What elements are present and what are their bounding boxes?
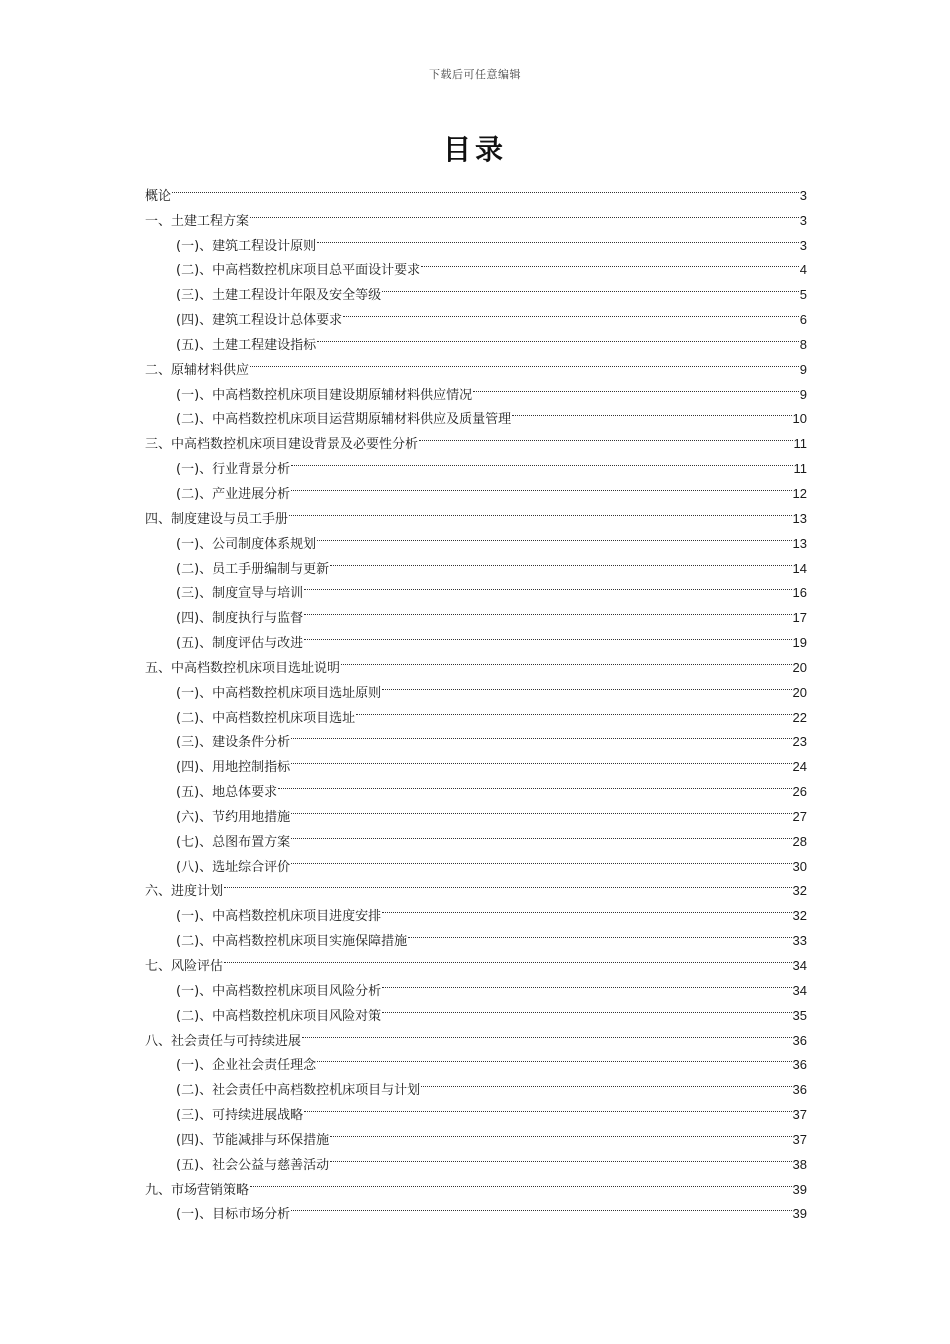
toc-dot-leader <box>291 722 791 747</box>
toc-dot-leader <box>224 945 792 970</box>
toc-entry-text: (四)、建筑工程设计总体要求 <box>176 313 343 329</box>
toc-dot-leader <box>172 175 799 200</box>
toc-entry-text: (三)、制度宣导与培训 <box>176 586 304 602</box>
toc-page-number: 36 <box>792 1032 807 1048</box>
toc-page-number: 19 <box>792 635 807 651</box>
toc-dot-leader <box>419 423 792 448</box>
toc-page-number: 37 <box>792 1107 807 1123</box>
toc-dot-leader <box>408 920 791 945</box>
toc-entry-text: (二)、员工手册编制与更新 <box>176 561 330 577</box>
toc-dot-leader <box>382 895 791 920</box>
page-header: 下载后可任意编辑 <box>429 68 521 81</box>
toc-dot-leader <box>291 473 791 498</box>
toc-page-number: 39 <box>792 1206 807 1222</box>
toc-page-number: 38 <box>792 1156 807 1172</box>
toc-entry-text: (一)、建筑工程设计原则 <box>176 238 317 254</box>
toc-dot-leader <box>382 995 791 1020</box>
toc-entry-text: (一)、中高档数控机床项目进度安排 <box>176 909 382 925</box>
toc-entry-text: (二)、中高档数控机床项目运营期原辅材料供应及质量管理 <box>176 412 512 428</box>
toc-dot-leader <box>250 1169 792 1194</box>
toc-entry-text: (一)、目标市场分析 <box>176 1207 291 1223</box>
toc-entry-text: 九、市场营销策略 <box>145 1182 250 1198</box>
toc-dot-leader <box>304 573 791 598</box>
toc-dot-leader <box>382 970 791 995</box>
toc-entry-text: (一)、中高档数控机床项目建设期原辅材料供应情况 <box>176 387 473 403</box>
toc-page-number: 32 <box>792 908 807 924</box>
toc-entry[interactable] <box>145 970 807 999</box>
toc-entry[interactable] <box>145 175 807 204</box>
toc-dot-leader <box>250 349 799 374</box>
toc-page-number: 12 <box>792 485 807 501</box>
toc-page-number: 16 <box>792 585 807 601</box>
toc-dot-leader <box>250 200 799 225</box>
toc-entry-text: (六)、节约用地措施 <box>176 809 291 825</box>
toc-page-number: 11 <box>793 436 807 452</box>
toc-dot-leader <box>224 871 792 896</box>
toc-page-number: 24 <box>792 759 807 775</box>
toc-dot-leader <box>291 821 791 846</box>
toc-entry-text: (三)、土建工程设计年限及安全等级 <box>176 288 382 304</box>
toc-page-number: 11 <box>793 461 807 477</box>
toc-page-number: 22 <box>792 709 807 725</box>
toc-dot-leader <box>289 498 792 523</box>
toc-page-number: 4 <box>799 262 807 278</box>
toc-page-number: 34 <box>792 958 807 973</box>
toc-dot-leader <box>343 299 799 324</box>
toc-page-number: 13 <box>792 535 807 551</box>
toc-dot-leader <box>317 225 799 250</box>
toc-entry-text: 概论 <box>145 188 172 204</box>
toc-entry-text: (二)、中高档数控机床项目选址 <box>176 710 356 726</box>
toc-dot-leader <box>421 250 799 275</box>
toc-dot-leader <box>291 448 792 473</box>
toc-entry-text: (一)、中高档数控机床项目风险分析 <box>176 983 382 999</box>
toc-entry-text: (一)、中高档数控机床项目选址原则 <box>176 685 382 701</box>
toc-entry-text: 七、风险评估 <box>145 959 224 974</box>
toc-page-number: 9 <box>799 361 807 377</box>
toc-entry-text: (五)、地总体要求 <box>176 785 278 801</box>
toc-dot-leader <box>291 746 791 771</box>
toc-page-number: 33 <box>792 933 807 949</box>
toc-page-number: 26 <box>792 784 807 800</box>
toc-dot-leader <box>330 1144 791 1169</box>
toc-page-number: 6 <box>799 312 807 328</box>
toc-page-number: 32 <box>792 883 807 899</box>
toc-dot-leader <box>473 374 799 399</box>
toc-dot-leader <box>317 523 791 548</box>
toc-entry-text: (四)、用地控制指标 <box>176 760 291 776</box>
toc-entry-text: (四)、节能减排与环保措施 <box>176 1132 330 1148</box>
toc-dot-leader <box>382 672 791 697</box>
toc-entry-text: (二)、中高档数控机床项目风险对策 <box>176 1008 382 1024</box>
toc-entry-text: (三)、建设条件分析 <box>176 735 291 751</box>
toc-dot-leader <box>278 771 791 796</box>
toc-dot-leader <box>291 796 791 821</box>
toc-page-number: 20 <box>792 684 807 700</box>
toc-dot-leader <box>304 597 791 622</box>
toc-entry-text: (二)、产业进展分析 <box>176 486 291 502</box>
toc-page-number: 35 <box>792 1007 807 1023</box>
toc-entry-text: (二)、中高档数控机床项目实施保障措施 <box>176 934 408 950</box>
toc-entry-text: (一)、行业背景分析 <box>176 462 291 478</box>
toc-entry-text: (四)、制度执行与监督 <box>176 611 304 627</box>
toc-entry-text: (五)、土建工程建设指标 <box>176 337 317 353</box>
toc-page-number: 36 <box>792 1082 807 1098</box>
toc-dot-leader <box>304 1094 791 1119</box>
toc-page-number: 30 <box>792 858 807 874</box>
toc-dot-leader <box>302 1020 792 1045</box>
toc-entry-text: 二、原辅材料供应 <box>145 362 250 378</box>
toc-entry[interactable] <box>145 871 807 900</box>
toc-entry[interactable] <box>145 895 807 925</box>
toc-page-number: 9 <box>799 386 807 402</box>
toc-entry-text: 八、社会责任与可持续进展 <box>145 1033 302 1049</box>
toc-page-number: 23 <box>792 734 807 750</box>
toc-entry-text: (三)、可持续进展战略 <box>176 1108 304 1124</box>
toc-entry-text: 一、土建工程方案 <box>145 213 250 229</box>
toc-entry-text: 三、中高档数控机床项目建设背景及必要性分析 <box>145 437 419 453</box>
toc-page-number: 10 <box>792 411 807 427</box>
toc-title: 目录 <box>442 133 507 166</box>
toc-dot-leader <box>356 697 791 722</box>
toc-entry-text: (二)、中高档数控机床项目总平面设计要求 <box>176 263 421 279</box>
toc-entry-text: (五)、社会公益与慈善活动 <box>176 1157 330 1173</box>
toc-dot-leader <box>291 846 791 871</box>
toc-page-number: 39 <box>792 1181 807 1197</box>
toc-entry-text: (一)、公司制度体系规划 <box>176 536 317 552</box>
toc-page-number: 3 <box>799 212 807 228</box>
toc-page-number: 8 <box>799 336 807 352</box>
toc-page-number: 3 <box>799 237 807 253</box>
toc-page-number: 17 <box>792 610 807 626</box>
toc-page-number: 28 <box>792 833 807 849</box>
toc-page-number: 3 <box>799 187 807 203</box>
toc-page-number: 5 <box>799 287 807 303</box>
toc-dot-leader <box>341 647 792 672</box>
table-of-contents <box>145 175 807 1223</box>
toc-entry-text: (二)、社会责任中高档数控机床项目与计划 <box>176 1083 421 1099</box>
toc-entry-text: (七)、总图布置方案 <box>176 834 291 850</box>
toc-dot-leader <box>421 1069 791 1094</box>
toc-dot-leader <box>330 548 791 573</box>
toc-entry[interactable] <box>145 945 807 974</box>
toc-page-number: 37 <box>792 1131 807 1147</box>
toc-page-number: 27 <box>792 808 807 824</box>
toc-dot-leader <box>512 399 791 424</box>
toc-entry-text: 四、制度建设与员工手册 <box>145 511 289 527</box>
toc-dot-leader <box>304 622 791 647</box>
toc-dot-leader <box>317 1045 791 1070</box>
toc-dot-leader <box>317 324 799 349</box>
toc-page-number: 20 <box>792 659 807 675</box>
toc-page-number: 14 <box>792 560 807 576</box>
toc-entry-text: (八)、选址综合评价 <box>176 859 291 875</box>
toc-dot-leader <box>382 274 799 299</box>
toc-entry[interactable] <box>145 200 807 229</box>
toc-entry-text: 五、中高档数控机床项目选址说明 <box>145 660 341 676</box>
toc-page-number: 36 <box>792 1057 807 1073</box>
toc-page-number: 13 <box>792 510 807 526</box>
toc-dot-leader <box>330 1119 791 1144</box>
toc-page-number: 34 <box>792 982 807 998</box>
toc-entry-text: (五)、制度评估与改进 <box>176 636 304 652</box>
toc-entry-text: 六、进度计划 <box>145 884 224 900</box>
toc-dot-leader <box>291 1194 791 1219</box>
toc-entry-text: (一)、企业社会责任理念 <box>176 1058 317 1074</box>
